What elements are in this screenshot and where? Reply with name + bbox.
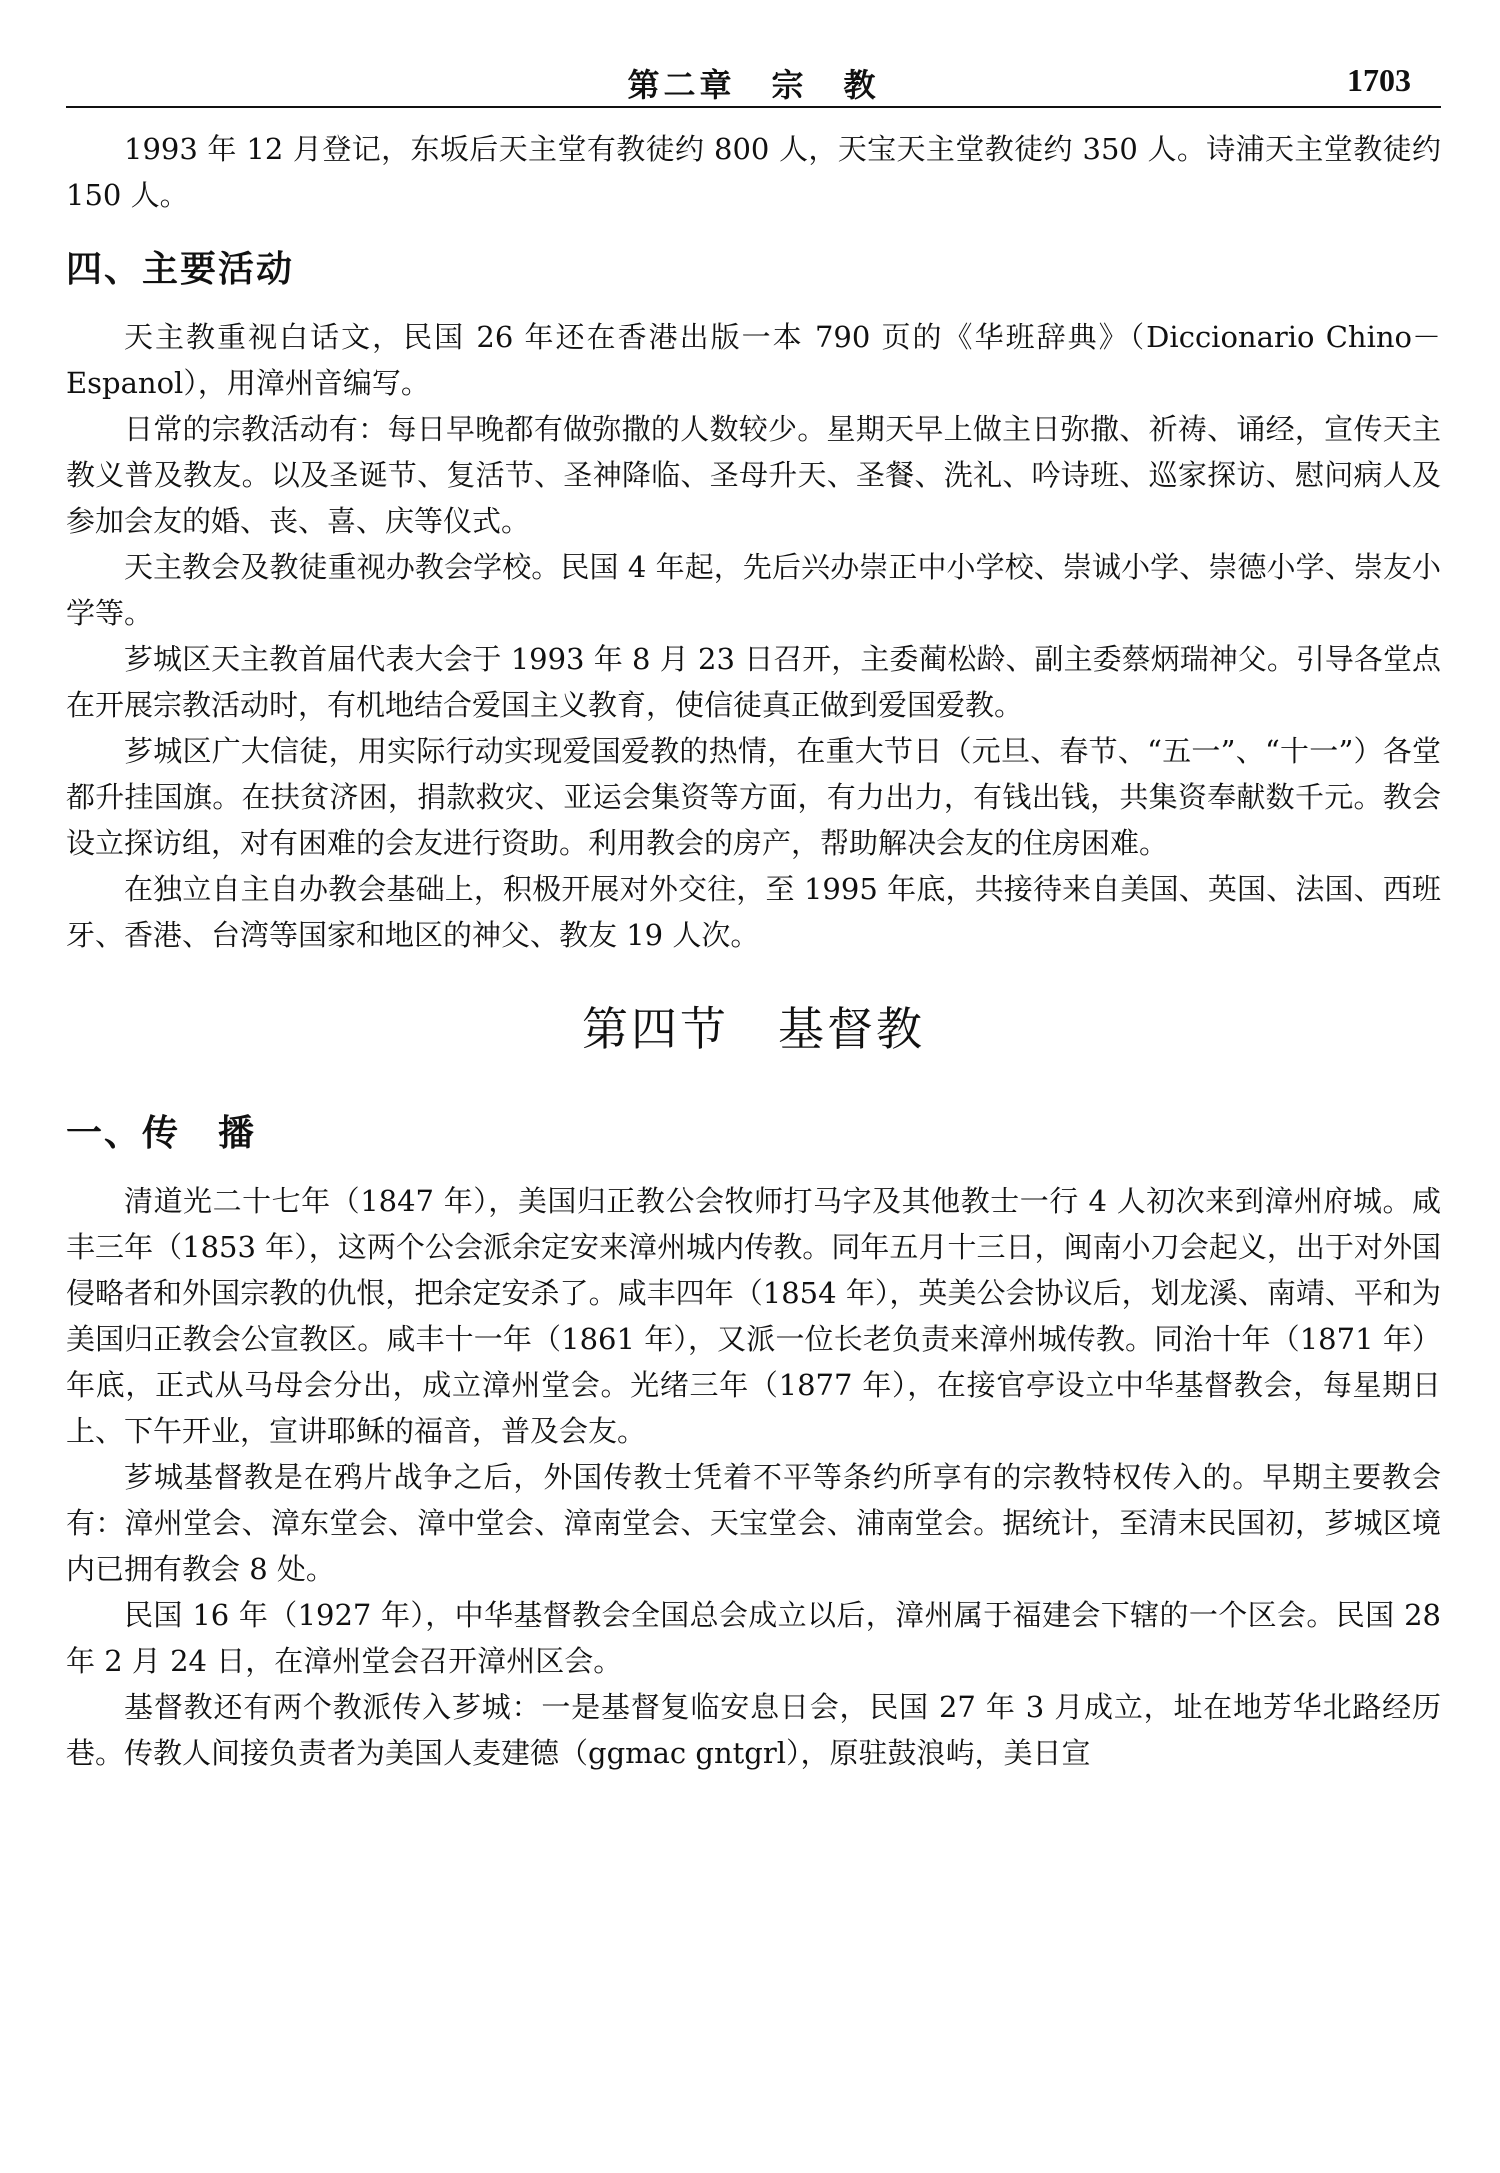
- paragraph: 清道光二十七年（1847 年），美国归正教公会牧师打马字及其他教士一行 4 人初次来到漳州府城。咸丰三年（1853 年），这两个公会派余定安来漳州城内传教。同年五月十三日，闽南小刀会起义，出于对外国侵略者和外国宗教的仇恨，把余定安杀了。咸丰四年（1854 年），英美公会协议后，划龙溪、南靖、平和为美国归正教会公宣教区。咸丰十一年（1861 年），又派一位长老负责来漳州城传教。同治十年（1871 年）年底，正式从马母会分出，成立漳州堂会。光绪三年（1877 年），在接官亭设立中华基督教会，每星期日上、下午开业，宣讲耶稣的福音，普及会友。: [66, 1184, 1441, 1448]
- paragraph: 天主教重视白话文，民国 26 年还在香港出版一本 790 页的《华班辞典》（Diccionario Chino－Espanol），用漳州音编写。: [66, 320, 1441, 400]
- section-title-christianity: 第四节 基督教: [582, 1002, 925, 1056]
- running-header: [66, 56, 1441, 108]
- paragraph: 民国 16 年（1927 年），中华基督教会全国总会成立以后，漳州属于福建会下辖的一个区会。民国 28 年 2 月 24 日，在漳州堂会召开漳州区会。: [66, 1598, 1441, 1678]
- paragraph: 芗城区天主教首届代表大会于 1993 年 8 月 23 日召开，主委蔺松龄、副主委蔡炳瑞神父。引导各堂点在开展宗教活动时，有机地结合爱国主义教育，使信徒真正做到爱国爱教。: [66, 642, 1441, 722]
- paragraph: 基督教还有两个教派传入芗城：一是基督复临安息日会，民国 27 年 3 月成立，址在地芳华北路经历巷。传教人间接负责者为美国人麦建德（ggmac gntgrl），原驻鼓浪屿，美日宣: [66, 1690, 1441, 1770]
- page-number: 1703: [1347, 62, 1411, 98]
- chapter-title: 第二章 宗 教: [627, 66, 880, 104]
- paragraph: 日常的宗教活动有：每日早晚都有做弥撒的人数较少。星期天早上做主日弥撒、祈祷、诵经，宣传天主教义普及教友。以及圣诞节、复活节、圣神降临、圣母升天、圣餐、洗礼、吟诗班、巡家探访、慰问病人及参加会友的婚、丧、喜、庆等仪式。: [66, 412, 1441, 538]
- paragraph: 天主教会及教徒重视办教会学校。民国 4 年起，先后兴办崇正中小学校、崇诚小学、崇德小学、崇友小学等。: [66, 550, 1441, 630]
- paragraph: 1993 年 12 月登记，东坂后天主堂有教徒约 800 人，天宝天主堂教徒约 350 人。诗浦天主堂教徒约 150 人。: [66, 132, 1441, 212]
- document-body: [66, 126, 1441, 1776]
- section-heading-main-activities: 四、主要活动: [66, 249, 295, 290]
- document-page: [66, 56, 1441, 1776]
- paragraph: 芗城区广大信徒，用实际行动实现爱国爱教的热情，在重大节日（元旦、春节、“五一”、“十一”）各堂都升挂国旗。在扶贫济困，捐款救灾、亚运会集资等方面，有力出力，有钱出钱，共集资奉献数千元。教会设立探访组，对有困难的会友进行资助。利用教会的房产，帮助解决会友的住房困难。: [66, 734, 1441, 860]
- paragraph: 在独立自主自办教会基础上，积极开展对外交往，至 1995 年底，共接待来自美国、英国、法国、西班牙、香港、台湾等国家和地区的神父、教友 19 人次。: [66, 872, 1441, 952]
- paragraph: 芗城基督教是在鸦片战争之后，外国传教士凭着不平等条约所享有的宗教特权传入的。早期主要教会有：漳州堂会、漳东堂会、漳中堂会、漳南堂会、天宝堂会、浦南堂会。据统计，至清末民国初，芗城区境内已拥有教会 8 处。: [66, 1460, 1441, 1586]
- section-heading-spread: 一、传 播: [66, 1113, 257, 1154]
